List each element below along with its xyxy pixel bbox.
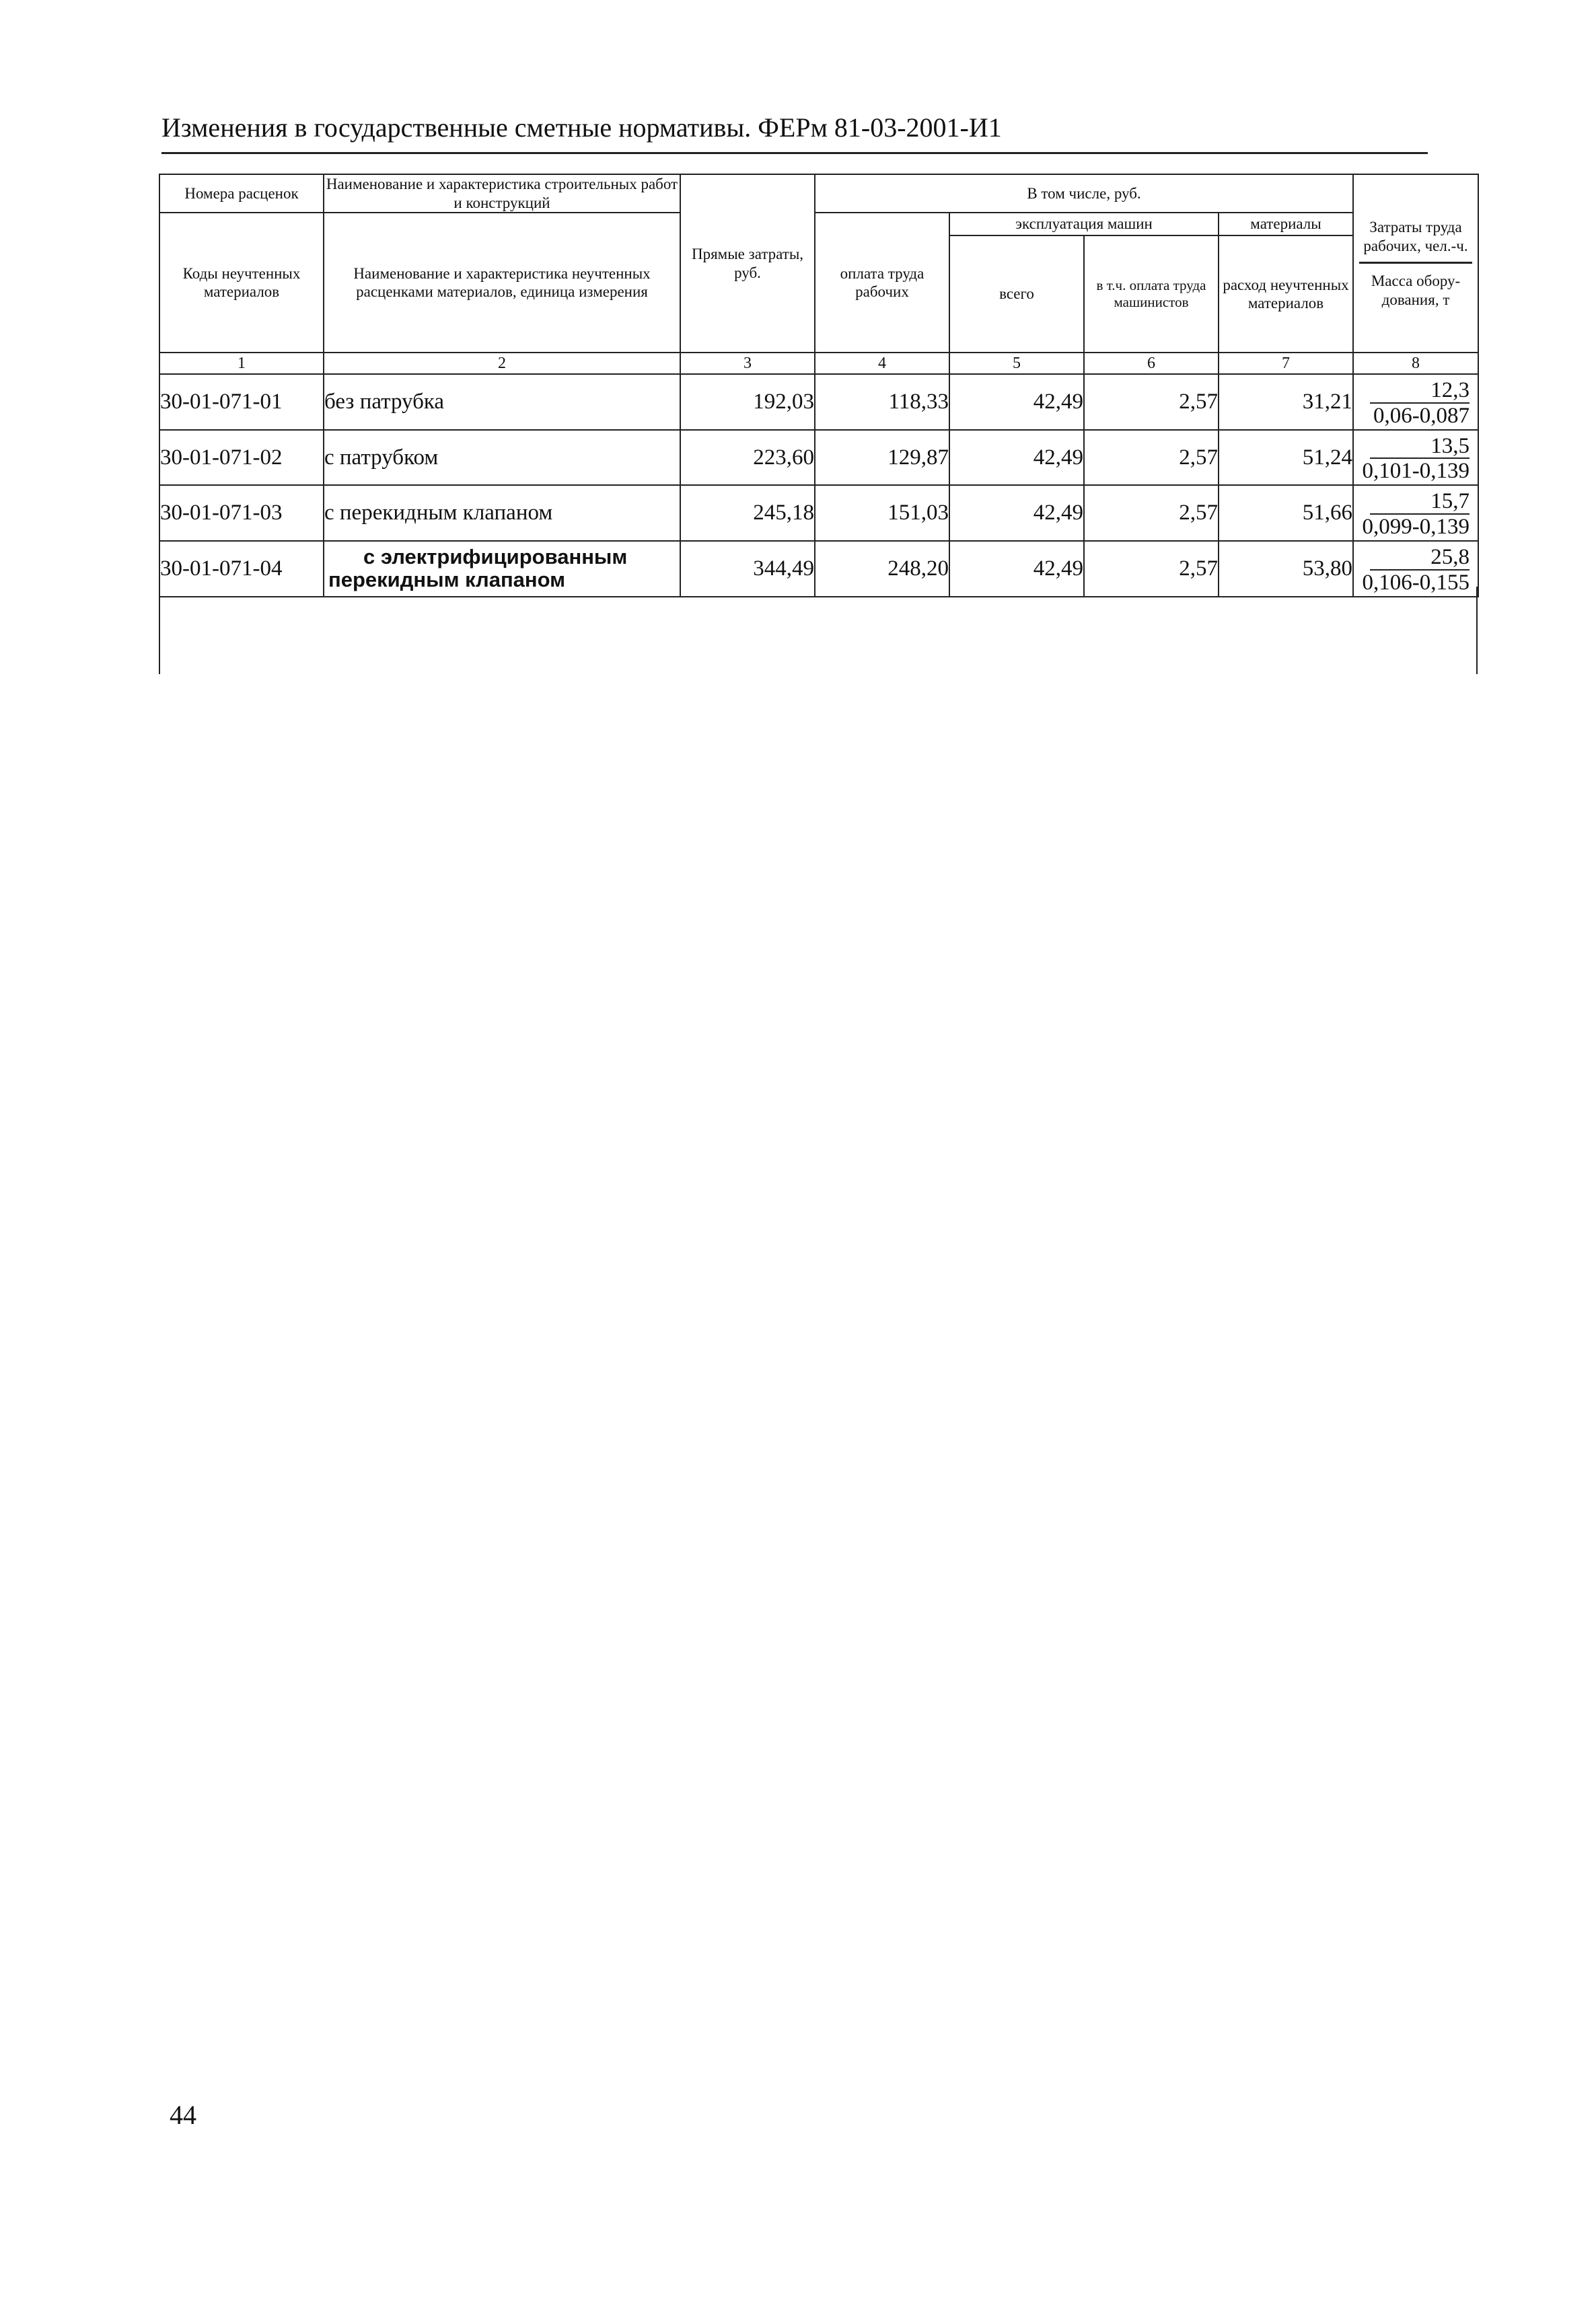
header-including: В том числе, руб.: [815, 174, 1353, 213]
norms-table: [159, 174, 1479, 597]
header-work-name: Наименование и характеристика строительных работ и конструкций: [324, 174, 680, 213]
materials: 51,24: [1219, 430, 1353, 486]
table-row: [159, 541, 1478, 597]
work-name: с перекидным клапаном: [324, 485, 680, 541]
labor-hours: 13,5: [1370, 435, 1470, 460]
work-name: [324, 541, 680, 597]
column-number: 1: [159, 353, 324, 374]
machines-total: 42,49: [949, 374, 1084, 430]
machinists-pay: 2,57: [1084, 541, 1219, 597]
labor-mass-cell: [1353, 430, 1478, 486]
equipment-mass: 0,101-0,139: [1362, 459, 1470, 484]
direct-costs: 223,60: [680, 430, 815, 486]
labor-mass-cell: [1353, 374, 1478, 430]
header-material-name: Наименование и характеристика неучтенных расценками материалов, единица измерения: [324, 213, 680, 353]
equipment-mass: 0,106-0,155: [1362, 570, 1470, 595]
page-header-title: Изменения в государственные сметные нормативы. ФЕРм 81-03-2001-И1: [161, 112, 1002, 143]
rate-code: 30-01-071-04: [159, 541, 324, 597]
table-frame-right: [1476, 587, 1478, 674]
column-number: 4: [815, 353, 949, 374]
labor-pay: 129,87: [815, 430, 949, 486]
column-number: 2: [324, 353, 680, 374]
equipment-mass: 0,099-0,139: [1362, 514, 1470, 539]
direct-costs: 245,18: [680, 485, 815, 541]
machines-total: 42,49: [949, 541, 1084, 597]
direct-costs: 344,49: [680, 541, 815, 597]
header-machines-group: эксплуатация машин: [949, 213, 1219, 235]
header-direct-costs: Прямые затраты, руб.: [680, 174, 815, 353]
work-name-line2: перекидным клапаном: [328, 568, 566, 592]
work-name: без патрубка: [324, 374, 680, 430]
header-equipment-mass: Масса обору-дования, т: [1371, 272, 1461, 308]
labor-hours: 12,3: [1370, 379, 1470, 404]
page-number: 44: [170, 2100, 196, 2130]
table-row: [159, 485, 1478, 541]
labor-pay: 248,20: [815, 541, 949, 597]
machines-total: 42,49: [949, 485, 1084, 541]
labor-hours: 25,8: [1370, 546, 1470, 571]
table-row: [159, 374, 1478, 430]
machines-total: 42,49: [949, 430, 1084, 486]
materials: 53,80: [1219, 541, 1353, 597]
header-rate-numbers: Номера расценок: [159, 174, 324, 213]
materials: 31,21: [1219, 374, 1353, 430]
column-number: 7: [1219, 353, 1353, 374]
rate-code: 30-01-071-03: [159, 485, 324, 541]
labor-mass-cell: [1353, 485, 1478, 541]
header-unaccounted-materials: расход неучтенных материалов: [1219, 235, 1353, 353]
labor-mass-cell: [1353, 541, 1478, 597]
header-labor-pay: оплата труда рабочих: [815, 213, 949, 353]
header-machines-total: всего: [949, 235, 1084, 353]
header-machinists-pay: в т.ч. оплата труда машинистов: [1084, 235, 1219, 353]
rate-code: 30-01-071-01: [159, 374, 324, 430]
direct-costs: 192,03: [680, 374, 815, 430]
header-rule: [161, 152, 1428, 154]
machinists-pay: 2,57: [1084, 430, 1219, 486]
machinists-pay: 2,57: [1084, 485, 1219, 541]
header-labor-mass: [1353, 174, 1478, 353]
materials: 51,66: [1219, 485, 1353, 541]
header-material-codes: Коды неучтенных материалов: [159, 213, 324, 353]
column-number: 6: [1084, 353, 1219, 374]
column-number: 3: [680, 353, 815, 374]
header-materials-group: материалы: [1219, 213, 1353, 235]
header-labor-costs: Затраты труда рабочих, чел.-ч.: [1359, 218, 1472, 264]
labor-pay: 151,03: [815, 485, 949, 541]
labor-hours: 15,7: [1370, 490, 1470, 515]
equipment-mass: 0,06-0,087: [1373, 403, 1470, 428]
machinists-pay: 2,57: [1084, 374, 1219, 430]
column-number: 5: [949, 353, 1084, 374]
table-frame-left: [159, 587, 160, 674]
rate-code: 30-01-071-02: [159, 430, 324, 486]
table-row: [159, 430, 1478, 486]
column-number: 8: [1353, 353, 1478, 374]
work-name-line1: с электрифицированным: [363, 545, 628, 569]
column-numbers-row: [159, 353, 1478, 374]
labor-pay: 118,33: [815, 374, 949, 430]
work-name: с патрубком: [324, 430, 680, 486]
